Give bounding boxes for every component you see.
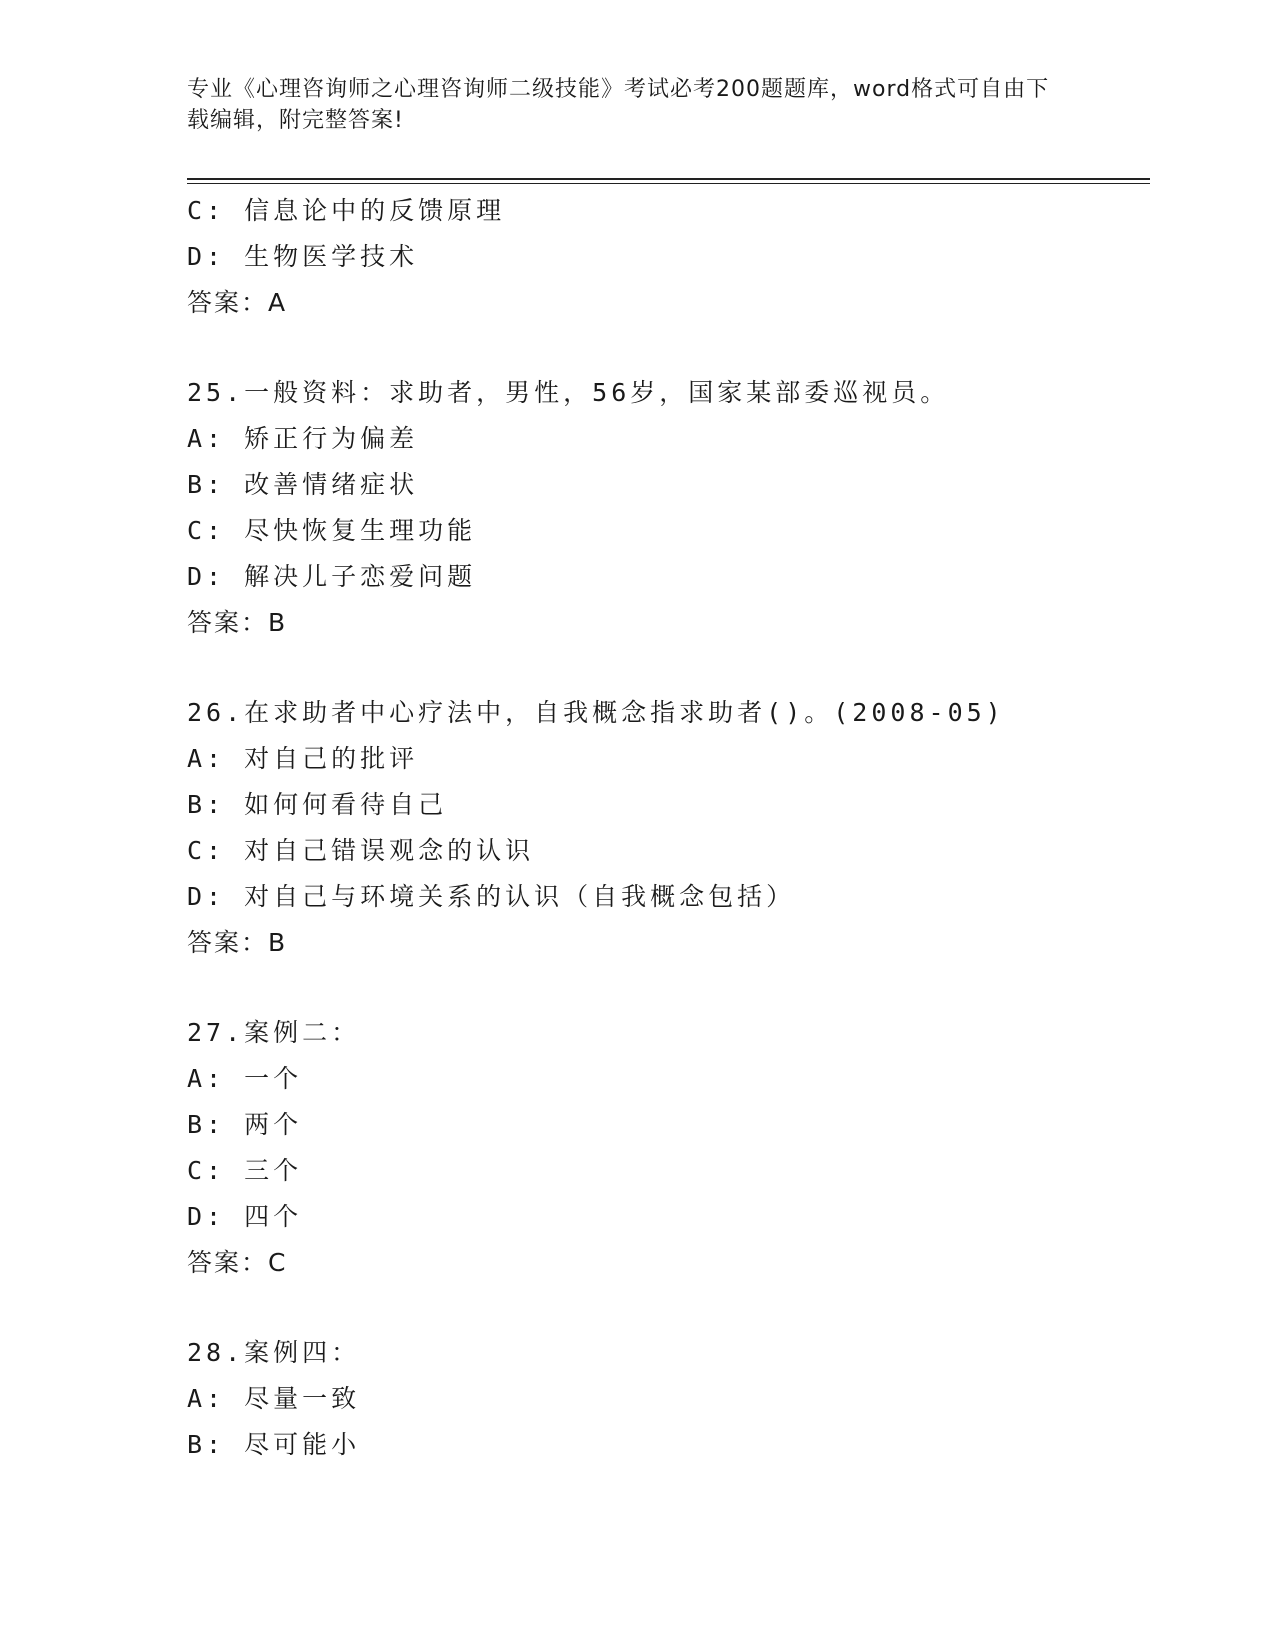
question-list (187, 188, 1147, 1468)
answer-line: 答案：C (187, 1248, 288, 1277)
option-b: B: 如何何看待自己 (187, 790, 448, 819)
option-c: C: 三个 (187, 1156, 303, 1185)
option-c: C: 信息论中的反馈原理 (187, 196, 506, 225)
header-divider-thick (187, 178, 1150, 180)
header-divider-thin (187, 183, 1150, 184)
continued-question (187, 188, 1147, 326)
option-c: C: 尽快恢复生理功能 (187, 516, 477, 545)
option-b: B: 两个 (187, 1110, 303, 1139)
question-26 (187, 690, 1147, 966)
question-stem: 25.一般资料：求助者，男性，56岁，国家某部委巡视员。 (187, 378, 950, 407)
option-b: B: 尽可能小 (187, 1430, 361, 1459)
option-d: D: 解决儿子恋爱问题 (187, 562, 477, 591)
question-25 (187, 370, 1147, 646)
question-28 (187, 1330, 1147, 1468)
option-a: A: 矫正行为偏差 (187, 424, 419, 453)
answer-line: 答案：B (187, 608, 288, 637)
document-header (187, 74, 1067, 136)
answer-line: 答案：B (187, 928, 288, 957)
option-d: D: 生物医学技术 (187, 242, 419, 271)
option-c: C: 对自己错误观念的认识 (187, 836, 535, 865)
question-stem: 28.案例四： (187, 1338, 361, 1367)
option-a: A: 对自己的批评 (187, 744, 419, 773)
option-d: D: 对自己与环境关系的认识（自我概念包括） (187, 882, 796, 911)
question-27 (187, 1010, 1147, 1286)
option-b: B: 改善情绪症状 (187, 470, 419, 499)
header-title: 专业《心理咨询师之心理咨询师二级技能》考试必考200题题库，word格式可自由下载编辑，附完整答案! (187, 77, 1050, 133)
option-d: D: 四个 (187, 1202, 303, 1231)
question-stem: 26.在求助者中心疗法中，自我概念指求助者()。(2008-05) (187, 698, 1005, 727)
answer-line: 答案：A (187, 288, 288, 317)
question-stem: 27.案例二： (187, 1018, 361, 1047)
option-a: A: 一个 (187, 1064, 303, 1093)
option-a: A: 尽量一致 (187, 1384, 361, 1413)
